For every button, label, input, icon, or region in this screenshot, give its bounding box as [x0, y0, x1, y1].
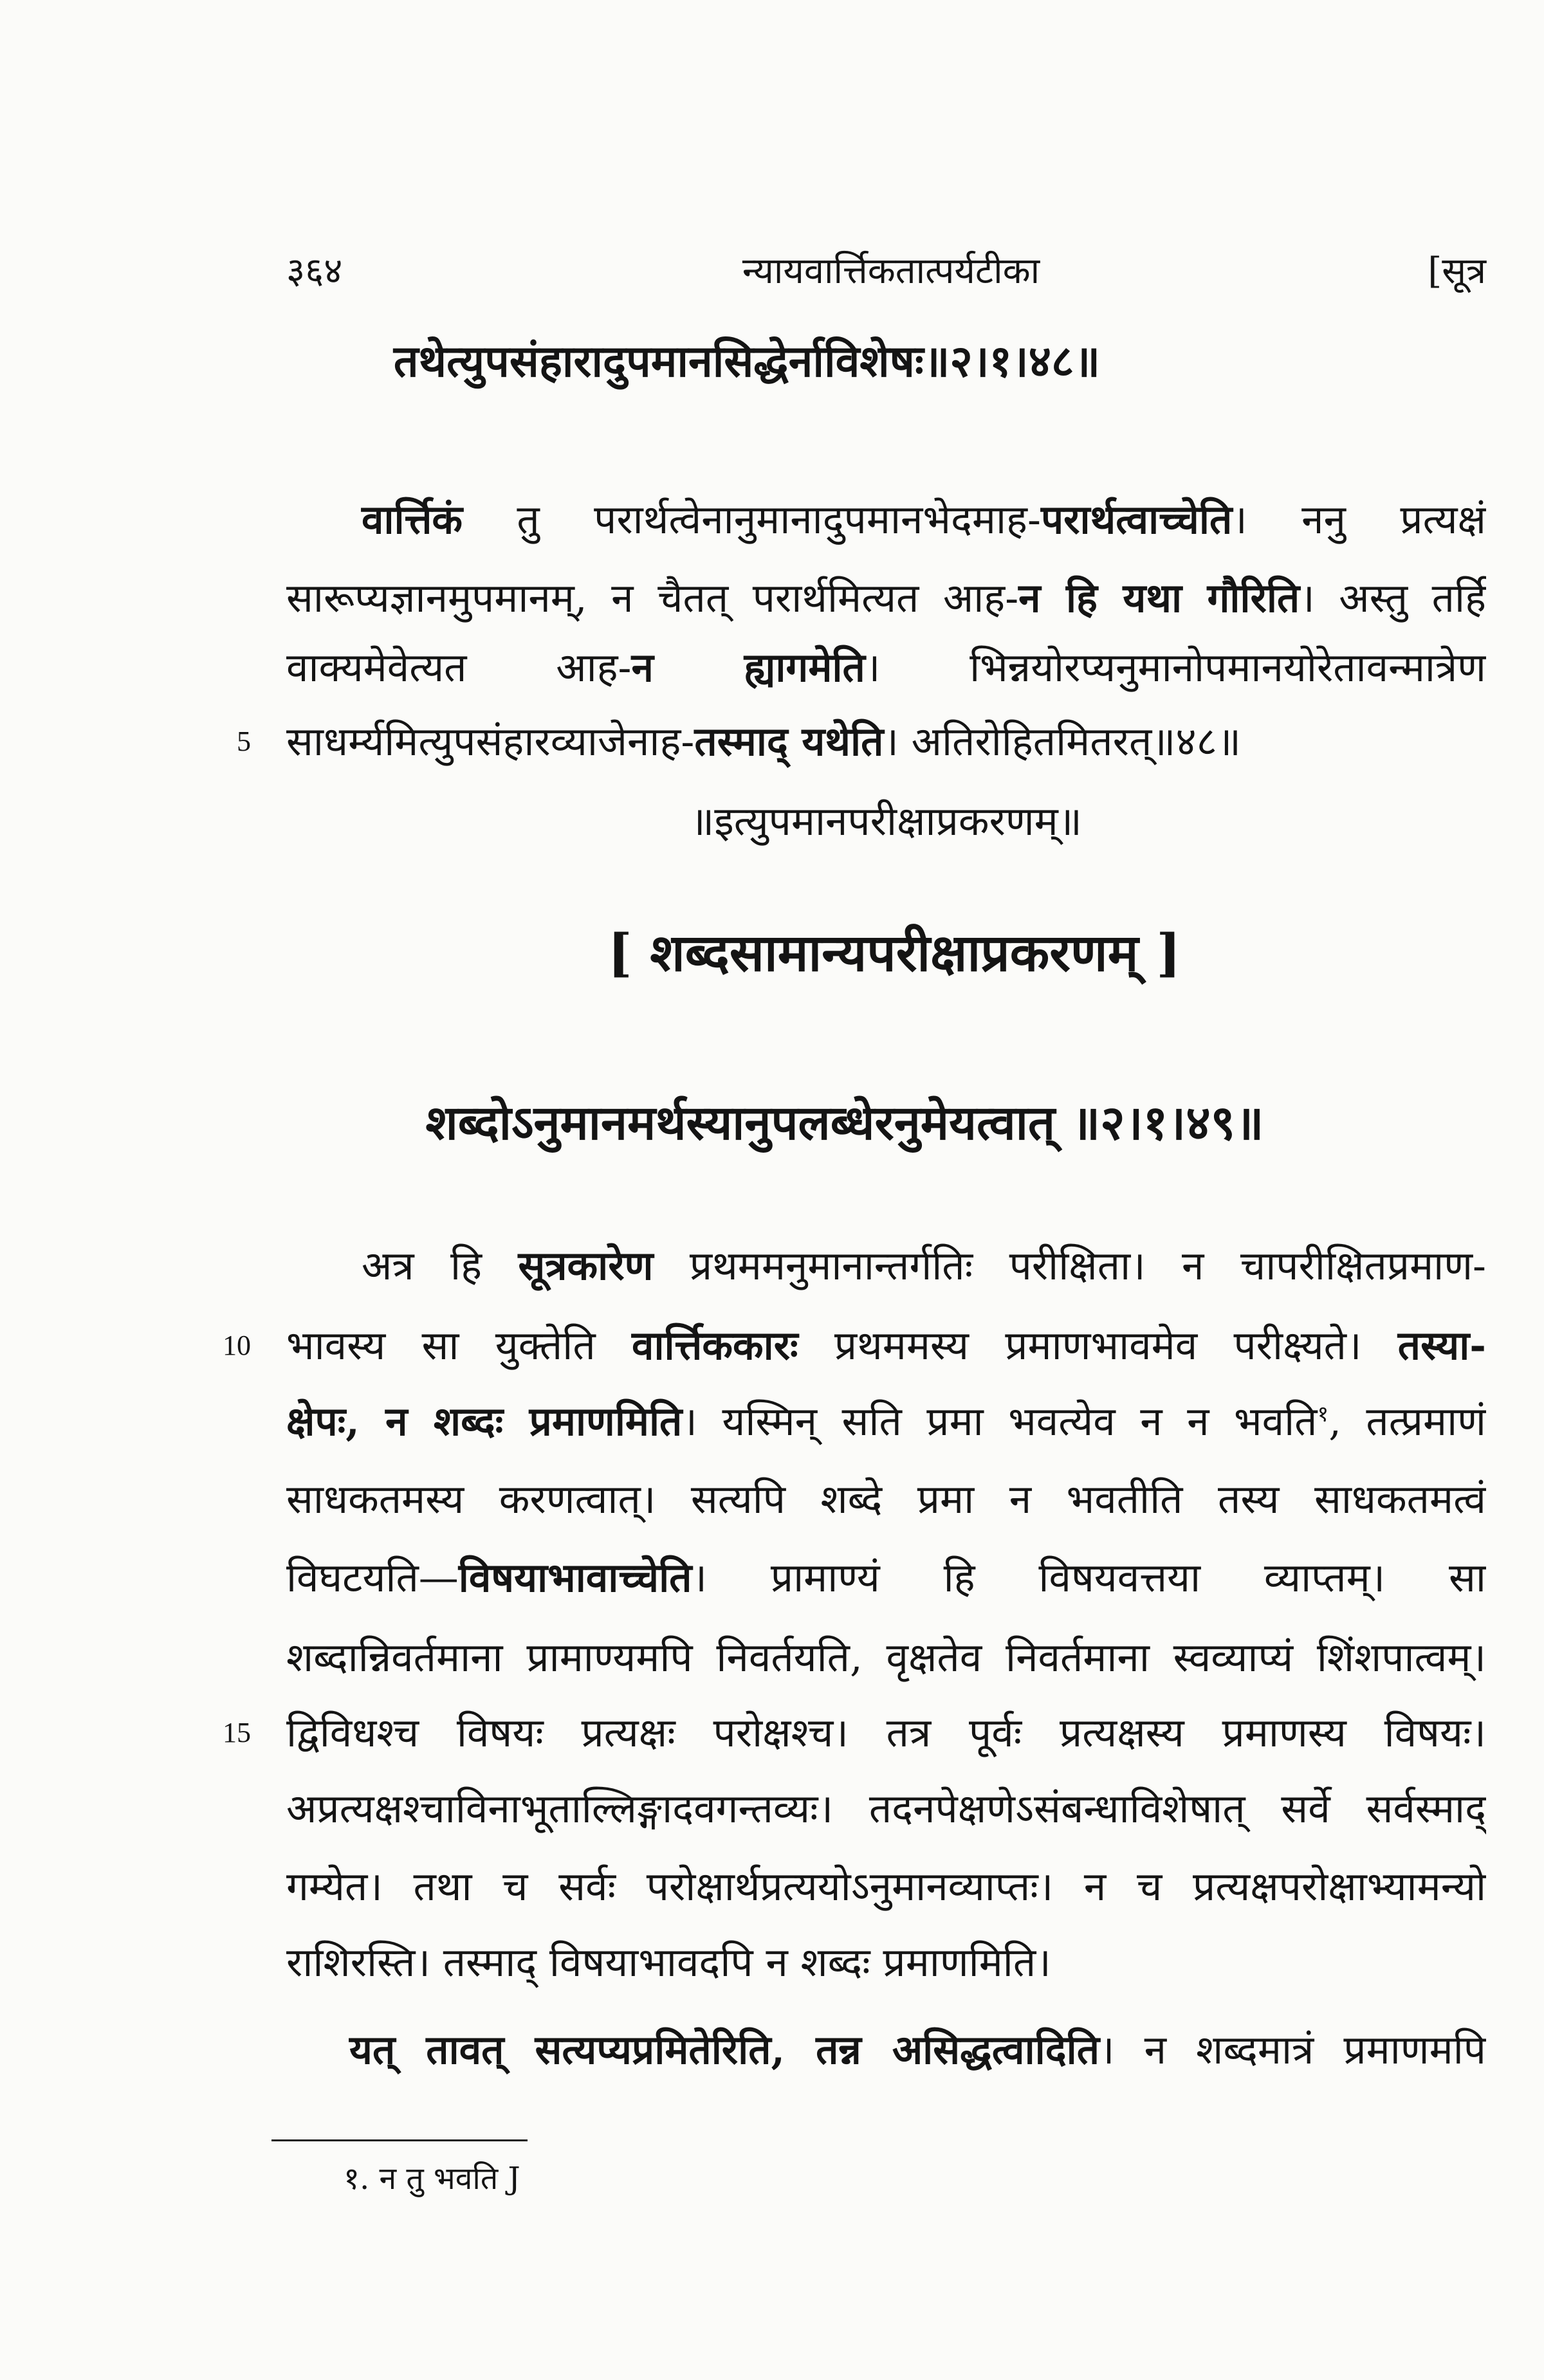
commentary-48-line-4	[286, 709, 1486, 774]
text-run: सारूप्यज्ञानमुपमानम्, न चैतत् परार्थमित्यत आह-	[286, 574, 1019, 621]
footnote-marker: १	[1317, 1401, 1329, 1427]
bold-term: तस्माद् यथेति	[694, 718, 884, 765]
commentary-49-line-10	[286, 1930, 1486, 1995]
bold-term: न हि यथा गौरिति	[1018, 574, 1300, 621]
bold-term: तस्या-	[1397, 1322, 1486, 1369]
footnote-rule	[271, 2139, 528, 2141]
text-run: गम्येत। तथा च सर्वः परोक्षार्थप्रत्ययोऽनुमानव्याप्तः। न च प्रत्यक्षपरोक्षाभ्यामन्यो	[286, 1863, 1486, 1910]
section-marker: [सूत्र	[1428, 250, 1486, 292]
running-title: न्यायवार्त्तिकतात्पर्यटीका	[742, 250, 1040, 292]
text-run: , तत्प्रमाणं	[1328, 1398, 1486, 1445]
bold-term: वार्त्तिककारः	[631, 1322, 798, 1369]
text-run: साधर्म्यमित्युपसंहारव्याजेनाह-	[286, 718, 695, 765]
commentary-49-line-6	[286, 1625, 1486, 1690]
text-run: वाक्यमेवेत्यत आह-	[286, 644, 632, 691]
text-run: । न शब्दमात्रं प्रमाणमपि	[1099, 2026, 1486, 2073]
text-run: भावस्य सा युक्तेति	[286, 1322, 632, 1369]
text-run: अत्र हि	[362, 1242, 519, 1289]
text-run: । भिन्नयोरप्यनुमानोपमानयोरेतावन्मात्रेण	[865, 644, 1486, 691]
text-run: साधकतमस्य करणत्वात्। सत्यपि शब्दे प्रमा न भवतीति तस्य साधकतमत्वं	[286, 1476, 1486, 1523]
line-number: 15	[223, 1717, 251, 1748]
text-run: प्रथममनुमानान्तर्गतिः परीक्षिता। न चापरीक्षितप्रमाण-	[653, 1242, 1486, 1289]
text-run: राशिरस्ति। तस्माद् विषयाभावदपि न शब्दः प्रमाणमिति।	[286, 1939, 1051, 1986]
commentary-49-line-3	[286, 1389, 1486, 1454]
commentary-49-line-11	[286, 2018, 1486, 2082]
text-run: । अतिरोहितमितरत्॥४८॥	[883, 718, 1242, 765]
line-number: 10	[223, 1330, 251, 1361]
section-heading: [ शब्दसामान्यपरीक्षाप्रकरणम् ]	[607, 922, 1181, 983]
line-number: 5	[237, 726, 251, 757]
colophon: ॥इत्युपमानपरीक्षाप्रकरणम्॥	[690, 798, 1082, 845]
commentary-49-line-9	[286, 1854, 1486, 1919]
page-number: ३६४	[286, 250, 343, 292]
commentary-49-line-1	[286, 1234, 1486, 1298]
commentary-49-line-4	[286, 1467, 1486, 1532]
commentary-49-line-2	[286, 1314, 1486, 1378]
bold-term: न ह्यागमेति	[631, 644, 865, 691]
text-run: प्रथममस्य प्रमाणभावमेव परीक्ष्यते।	[798, 1322, 1398, 1369]
bold-term: सूत्रकारेण	[518, 1242, 654, 1289]
commentary-49-line-7	[286, 1701, 1486, 1765]
bold-term: वार्त्तिकं	[362, 496, 463, 543]
commentary-49-line-5	[286, 1546, 1486, 1610]
text-run: । यस्मिन् सति प्रमा भवत्येव न न भवति	[682, 1398, 1318, 1445]
bold-term: यत् तावत् सत्यप्यप्रमितेरिति, तन्न असिद्धत्वादिति	[349, 2026, 1100, 2073]
commentary-49-line-8	[286, 1777, 1486, 1841]
text-run: । ननु प्रत्यक्षं	[1232, 496, 1486, 543]
footnote: १. न तु भवति J	[344, 2161, 520, 2197]
bold-term: परार्थत्वाच्चेति	[1040, 496, 1233, 543]
text-run: द्विविधश्च विषयः प्रत्यक्षः परोक्षश्च। तत्र पूर्वः प्रत्यक्षस्य प्रमाणस्य विषयः।	[286, 1709, 1486, 1756]
text-run: विघटयति—	[286, 1554, 459, 1601]
bold-term: क्षेपः, न शब्दः प्रमाणमिति	[286, 1398, 683, 1445]
commentary-48-line-1	[286, 488, 1486, 552]
bold-term: विषयाभावाच्चेति	[458, 1554, 692, 1601]
sutra-2-1-48: तथेत्युपसंहारादुपमानसिद्धेर्नाविशेषः॥२।१।४८॥	[393, 336, 1101, 387]
text-run: अप्रत्यक्षश्चाविनाभूताल्लिङ्गादवगन्तव्यः। तदनपेक्षणेऽसंबन्धाविशेषात् सर्वे सर्वस्माद्	[286, 1785, 1486, 1832]
commentary-48-line-3	[286, 636, 1486, 700]
text-run: । अस्तु तर्हि	[1300, 574, 1486, 621]
text-run: । प्रामाण्यं हि विषयवत्तया व्याप्तम्। सा	[692, 1554, 1486, 1601]
commentary-48-line-2	[286, 566, 1486, 630]
sutra-2-1-49: शब्दोऽनुमानमर्थस्यानुपलब्धेरनुमेयत्वात् ॥२।१।४९॥	[425, 1095, 1264, 1151]
text-run: तु परार्थत्वेनानुमानादुपमानभेदमाह-	[463, 496, 1041, 543]
text-run: शब्दान्निवर्तमाना प्रामाण्यमपि निवर्तयति, वृक्षतेव निवर्तमाना स्वव्याप्यं शिंशपात्वम्।	[286, 1634, 1486, 1681]
